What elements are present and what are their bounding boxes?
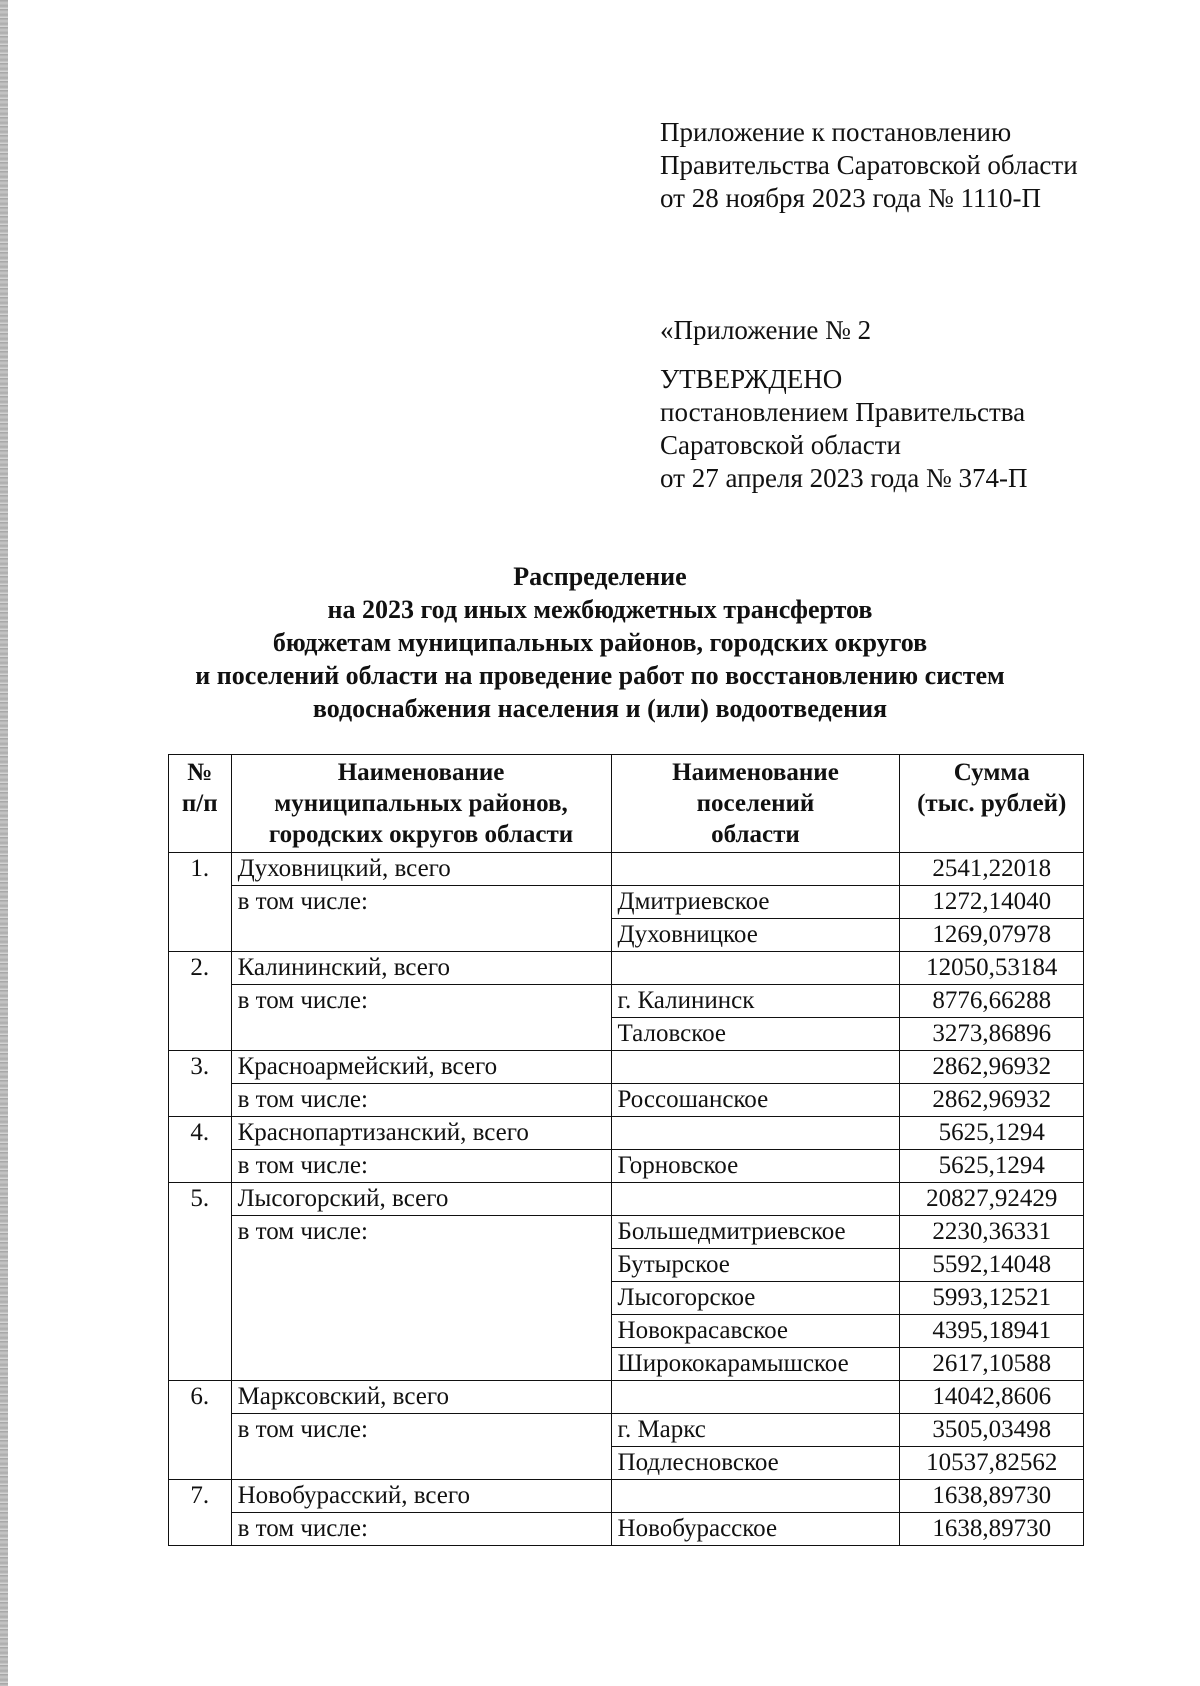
table-row-settlement [169, 1414, 1084, 1447]
district-total-name: Духовницкий, всего [231, 853, 611, 886]
annex-line: от 28 ноября 2023 года № 1110-П [660, 183, 1042, 213]
settlement-empty [611, 1117, 900, 1150]
scan-edge [0, 0, 8, 1686]
settlement-name: Подлесновское [611, 1447, 900, 1480]
table-row-settlement [169, 1513, 1084, 1546]
settlement-empty [611, 1381, 900, 1414]
document-title [150, 560, 1050, 725]
district-total-sum: 14042,8606 [900, 1381, 1084, 1414]
title-line: бюджетам муниципальных районов, городских округов [272, 628, 928, 657]
approval-line: Саратовской области [660, 430, 901, 460]
settlement-name: Россошанское [611, 1084, 900, 1117]
table-row-district-total [169, 1381, 1084, 1414]
annex-line: Приложение к постановлению [660, 117, 1012, 147]
settlement-name: Новокрасавское [611, 1315, 900, 1348]
including-label: в том числе: [231, 1414, 611, 1480]
table-row-district-total [169, 1117, 1084, 1150]
district-total-name: Лысогорский, всего [231, 1183, 611, 1216]
row-number: 1. [169, 853, 232, 952]
settlement-sum: 3273,86896 [900, 1018, 1084, 1051]
settlement-sum: 1638,89730 [900, 1513, 1084, 1546]
row-number: 2. [169, 952, 232, 1051]
settlement-name: Новобурасское [611, 1513, 900, 1546]
district-total-sum: 5625,1294 [900, 1117, 1084, 1150]
approval-line: от 27 апреля 2023 года № 374-П [660, 463, 1028, 493]
district-total-sum: 2862,96932 [900, 1051, 1084, 1084]
header-district: Наименование муниципальных районов, городских округов области [231, 755, 611, 853]
settlement-empty [611, 853, 900, 886]
row-number: 6. [169, 1381, 232, 1480]
approval-block [660, 314, 1028, 495]
annex-reference [660, 116, 1078, 215]
distribution-table [168, 754, 1084, 1546]
settlement-name: Таловское [611, 1018, 900, 1051]
including-label: в том числе: [231, 985, 611, 1051]
including-label: в том числе: [231, 1513, 611, 1546]
header-num: № п/п [169, 755, 232, 853]
settlement-name: Духовницкое [611, 919, 900, 952]
district-total-sum: 2541,22018 [900, 853, 1084, 886]
header-settlement: Наименование поселений области [611, 755, 900, 853]
annex-line: Правительства Саратовской области [660, 150, 1078, 180]
settlement-sum: 10537,82562 [900, 1447, 1084, 1480]
settlement-name: Большедмитриевское [611, 1216, 900, 1249]
table-row-district-total [169, 853, 1084, 886]
table-row-settlement [169, 886, 1084, 919]
row-number: 5. [169, 1183, 232, 1381]
district-total-sum: 1638,89730 [900, 1480, 1084, 1513]
table-row-settlement [169, 1084, 1084, 1117]
including-label: в том числе: [231, 1084, 611, 1117]
district-total-name: Красноармейский, всего [231, 1051, 611, 1084]
table-row-district-total [169, 1183, 1084, 1216]
settlement-empty [611, 1051, 900, 1084]
row-number: 7. [169, 1480, 232, 1546]
table-body [169, 853, 1084, 1546]
settlement-name: Бутырское [611, 1249, 900, 1282]
settlement-empty [611, 1183, 900, 1216]
title-line: на 2023 год иных межбюджетных трансфертов [327, 595, 873, 624]
table-row-district-total [169, 1051, 1084, 1084]
settlement-name: Лысогорское [611, 1282, 900, 1315]
settlement-empty [611, 1480, 900, 1513]
table-row-settlement [169, 1150, 1084, 1183]
settlement-sum: 2617,10588 [900, 1348, 1084, 1381]
settlement-name: Ширококарамышское [611, 1348, 900, 1381]
table-row-district-total [169, 1480, 1084, 1513]
district-total-sum: 12050,53184 [900, 952, 1084, 985]
header-sum: Сумма (тыс. рублей) [900, 755, 1084, 853]
settlement-empty [611, 952, 900, 985]
settlement-sum: 5993,12521 [900, 1282, 1084, 1315]
table-header-row [169, 755, 1084, 853]
settlement-sum: 2862,96932 [900, 1084, 1084, 1117]
district-total-sum: 20827,92429 [900, 1183, 1084, 1216]
settlement-name: г. Калининск [611, 985, 900, 1018]
district-total-name: Краснопартизанский, всего [231, 1117, 611, 1150]
settlement-name: г. Маркс [611, 1414, 900, 1447]
settlement-name: Дмитриевское [611, 886, 900, 919]
table-row-district-total [169, 952, 1084, 985]
including-label: в том числе: [231, 1150, 611, 1183]
table-row-settlement [169, 985, 1084, 1018]
settlement-sum: 5625,1294 [900, 1150, 1084, 1183]
settlement-sum: 4395,18941 [900, 1315, 1084, 1348]
including-label: в том числе: [231, 1216, 611, 1381]
settlement-sum: 8776,66288 [900, 985, 1084, 1018]
approval-line: УТВЕРЖДЕНО [660, 364, 843, 394]
district-total-name: Марксовский, всего [231, 1381, 611, 1414]
settlement-sum: 3505,03498 [900, 1414, 1084, 1447]
settlement-sum: 2230,36331 [900, 1216, 1084, 1249]
settlement-name: Горновское [611, 1150, 900, 1183]
district-total-name: Калининский, всего [231, 952, 611, 985]
settlement-sum: 1269,07978 [900, 919, 1084, 952]
including-label: в том числе: [231, 886, 611, 952]
title-line: и поселений области на проведение работ по восстановлению систем [195, 661, 1005, 690]
approval-line: постановлением Правительства [660, 397, 1026, 427]
title-line: Распределение [513, 562, 687, 591]
district-total-name: Новобурасский, всего [231, 1480, 611, 1513]
annex-number: «Приложение № 2 [660, 315, 872, 345]
row-number: 4. [169, 1117, 232, 1183]
table-row-settlement [169, 1216, 1084, 1249]
settlement-sum: 1272,14040 [900, 886, 1084, 919]
title-line: водоснабжения населения и (или) водоотведения [312, 694, 888, 723]
row-number: 3. [169, 1051, 232, 1117]
settlement-sum: 5592,14048 [900, 1249, 1084, 1282]
